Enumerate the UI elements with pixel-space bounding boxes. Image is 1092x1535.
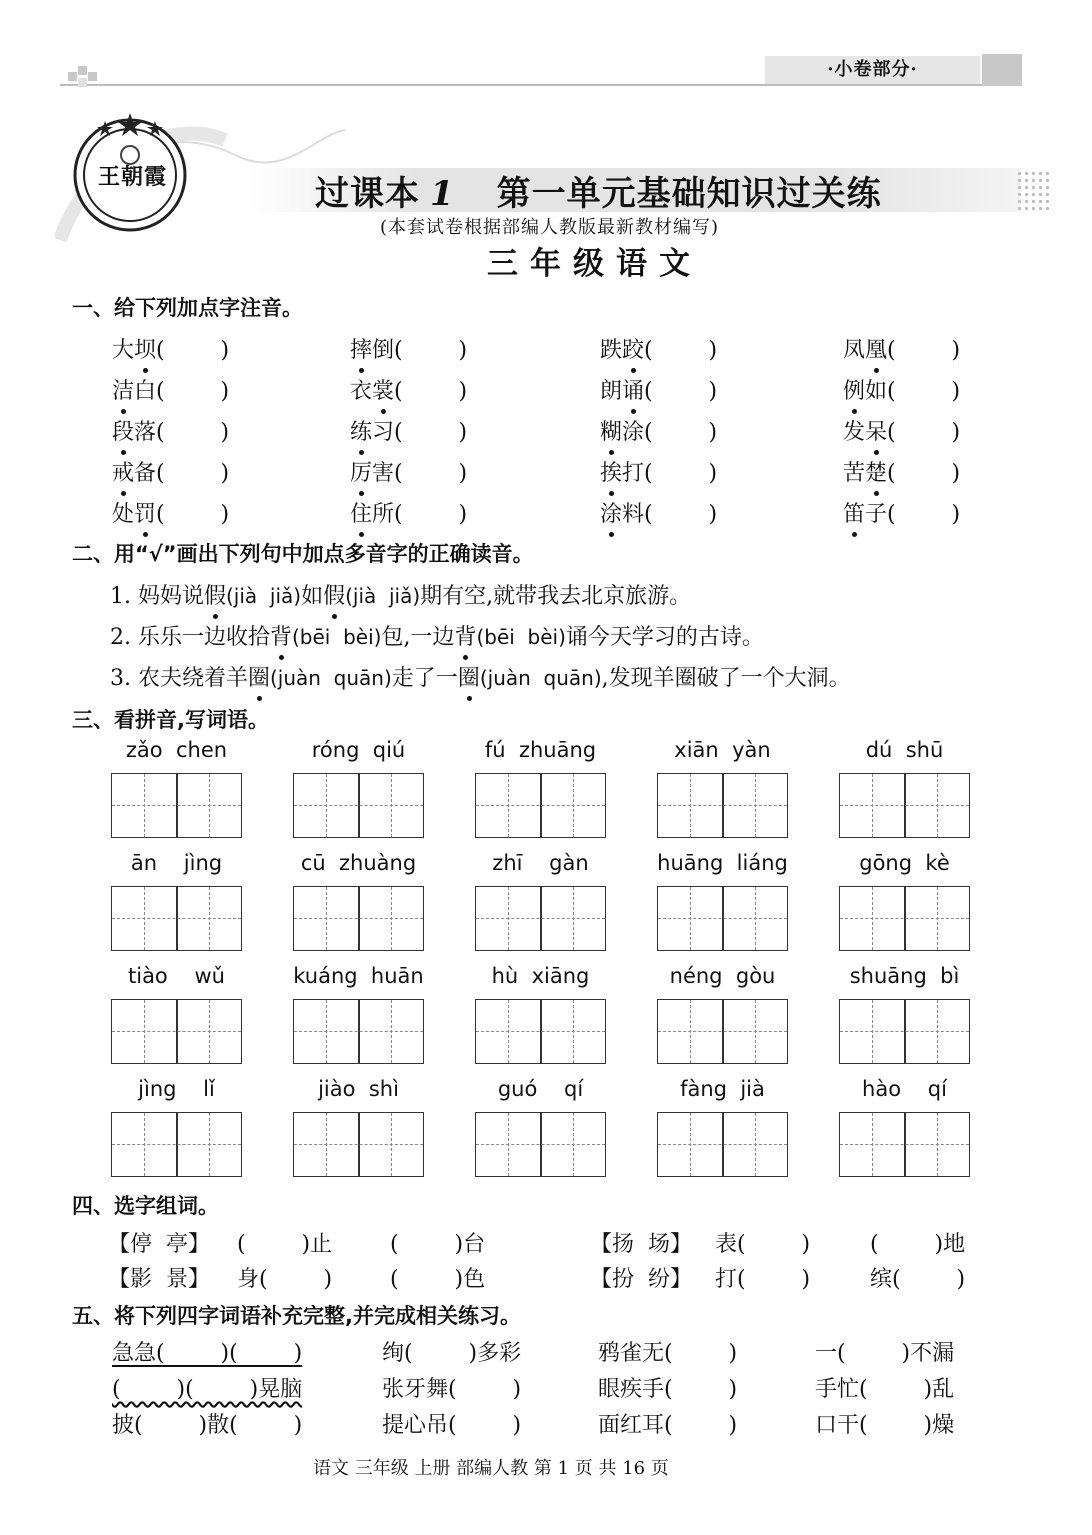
annotate-item: [112, 456, 229, 487]
sentence-text: 3. 农夫绕着羊: [110, 666, 248, 691]
writing-grid[interactable]: [839, 773, 970, 838]
answer-paren[interactable]: ( ): [394, 420, 468, 445]
word-char: 练: [350, 420, 373, 445]
grid-guide: [294, 1144, 423, 1145]
pinyin-label: huāng liáng: [657, 851, 788, 875]
sentence-line: [110, 620, 764, 651]
grid-guide: [112, 1144, 241, 1145]
annotate-item: [350, 374, 467, 405]
writing-grid[interactable]: [293, 886, 424, 951]
pinyin-label: guó qí: [497, 1077, 584, 1101]
grid-guide: [476, 1144, 605, 1145]
word-char: 习: [372, 420, 395, 445]
page-footer: 语文 三年级 上册 部编人教 第 1 页 共 16 页: [313, 1458, 669, 1479]
answer-paren[interactable]: ( ): [644, 420, 718, 445]
word-char: 发: [843, 420, 866, 445]
pinyin-label: cū zhuàng: [300, 851, 417, 875]
annotate-item: [600, 374, 717, 405]
word-char: 段: [112, 420, 135, 445]
pinyin-label: kuáng huān: [293, 964, 424, 988]
dotted-char: 背: [269, 625, 292, 650]
answer-paren[interactable]: ( ): [887, 461, 961, 486]
annotate-item: [350, 497, 467, 528]
idiom-blank[interactable]: 张牙舞( ): [382, 1377, 522, 1402]
word-char: 处: [112, 502, 135, 527]
annotate-item: [843, 497, 960, 528]
annotate-item: [350, 456, 467, 487]
pinyin-label: gōng kè: [859, 851, 950, 875]
grid-guide: [840, 1144, 969, 1145]
annotate-item: [600, 497, 717, 528]
annotate-item: [112, 497, 229, 528]
reading-options[interactable]: (juàn quān): [270, 666, 392, 690]
word-char: 糊: [600, 420, 623, 445]
logo-text: 王朝霞: [98, 164, 168, 190]
word-char: 诵: [622, 379, 645, 404]
idiom-blank[interactable]: 眼疾手( ): [598, 1377, 738, 1402]
answer-paren[interactable]: ( ): [887, 379, 961, 404]
grid-guide: [840, 805, 969, 806]
sentence-text: 诵今天学习的古诗。: [565, 625, 764, 650]
grid-guide: [112, 918, 241, 919]
word-blank[interactable]: 打( ): [715, 1267, 811, 1292]
grade-title: 三年级语文: [487, 246, 702, 282]
answer-paren[interactable]: ( ): [156, 461, 230, 486]
dotted-char: 圈: [247, 666, 270, 691]
word-blank[interactable]: 表( ): [715, 1232, 811, 1257]
reading-options[interactable]: (juàn quān): [479, 666, 602, 690]
word-char: 住: [350, 502, 373, 527]
word-char: 凰: [865, 338, 888, 363]
writing-grid[interactable]: [293, 1112, 424, 1177]
dotted-char: 背: [454, 625, 477, 650]
answer-paren[interactable]: ( ): [156, 502, 230, 527]
annotate-item: [112, 415, 229, 446]
pinyin-label: fàng jià: [680, 1077, 765, 1101]
answer-paren[interactable]: ( ): [394, 338, 468, 363]
answer-paren[interactable]: ( ): [394, 379, 468, 404]
answer-paren[interactable]: ( ): [394, 461, 468, 486]
pinyin-label: dú shū: [865, 738, 944, 762]
word-char: 苦: [843, 461, 866, 486]
answer-paren[interactable]: ( ): [644, 461, 718, 486]
word-char: 如: [865, 379, 888, 404]
word-char: 子: [865, 502, 888, 527]
grid-guide: [840, 918, 969, 919]
word-char: 朗: [600, 379, 623, 404]
idiom-blank[interactable]: 提心吊( ): [382, 1413, 522, 1438]
idiom-blank[interactable]: 手忙( )乱: [815, 1377, 955, 1402]
idiom-blank[interactable]: 一( )不漏: [815, 1341, 955, 1366]
word-char: 打: [622, 461, 645, 486]
writing-grid[interactable]: [111, 773, 242, 838]
annotate-item: [350, 333, 467, 364]
annotate-item: [112, 374, 229, 405]
grid-guide: [476, 918, 605, 919]
grid-guide: [294, 1031, 423, 1032]
writing-grid[interactable]: [475, 999, 606, 1064]
word-char: 例: [843, 379, 866, 404]
word-blank[interactable]: ( )止: [237, 1232, 333, 1257]
annotate-item: [843, 374, 960, 405]
word-blank[interactable]: ( )地: [870, 1232, 966, 1257]
section2-heading: 二、用“√”画出下列句中加点多音字的正确读音。: [72, 542, 534, 566]
sentence-text: 1. 妈妈说: [110, 584, 204, 609]
sentence-text: 走了一: [391, 666, 458, 691]
sentence-text: ,发现羊圈破了一个大洞。: [601, 666, 851, 691]
reading-options[interactable]: (bēi bèi): [476, 625, 566, 649]
grid-guide: [840, 1031, 969, 1032]
annotate-item: [843, 415, 960, 446]
word-char: 大: [112, 338, 135, 363]
grid-guide: [658, 1031, 787, 1032]
writing-grid[interactable]: [475, 1112, 606, 1177]
pinyin-label: róng qiú: [311, 738, 406, 762]
idiom-blank[interactable]: 面红耳( ): [598, 1413, 738, 1438]
pinyin-label: xiān yàn: [674, 738, 771, 762]
word-char: 落: [134, 420, 157, 445]
writing-grid[interactable]: [111, 1112, 242, 1177]
writing-grid[interactable]: [111, 886, 242, 951]
sentence-line: [110, 579, 691, 610]
word-char: 裳: [372, 379, 395, 404]
word-blank[interactable]: 缤( ): [870, 1267, 966, 1292]
title-main: 过课本: [315, 174, 420, 214]
word-char: 楚: [865, 461, 888, 486]
writing-grid[interactable]: [475, 773, 606, 838]
word-char: 戒: [112, 461, 135, 486]
section-tag: ·小卷部分·: [765, 56, 980, 84]
word-char: 呆: [865, 420, 888, 445]
grid-guide: [294, 805, 423, 806]
answer-paren[interactable]: ( ): [887, 338, 961, 363]
answer-paren[interactable]: ( ): [156, 379, 230, 404]
section1-heading: 一、给下列加点字注音。: [72, 296, 303, 320]
annotate-item: [600, 456, 717, 487]
word-char: 所: [372, 502, 395, 527]
idiom-blank[interactable]: 披( )散( ): [112, 1413, 303, 1438]
writing-grid[interactable]: [657, 1112, 788, 1177]
word-char: 跤: [622, 338, 645, 363]
sentence-text: 包,一边: [381, 625, 455, 650]
writing-grid[interactable]: [657, 886, 788, 951]
answer-paren[interactable]: ( ): [156, 420, 230, 445]
header-rule: [60, 84, 1020, 86]
pinyin-label: ān jìng: [130, 851, 223, 875]
writing-grid[interactable]: [839, 999, 970, 1064]
answer-paren[interactable]: ( ): [644, 338, 718, 363]
word-char: 衣: [350, 379, 373, 404]
pinyin-label: hào qí: [862, 1077, 947, 1101]
grid-guide: [112, 1031, 241, 1032]
word-char: 料: [622, 502, 645, 527]
word-char: 害: [372, 461, 395, 486]
annotate-item: [600, 415, 717, 446]
char-choice: 【扬 场】: [590, 1232, 692, 1257]
word-blank[interactable]: ( )色: [390, 1267, 486, 1292]
sentence-text: 期有空,就带我去北京旅游。: [420, 584, 692, 609]
grid-guide: [476, 805, 605, 806]
pinyin-label: zhī gàn: [492, 851, 589, 875]
writing-grid[interactable]: [657, 999, 788, 1064]
section4-heading: 四、选字组词。: [72, 1194, 219, 1218]
title-number: 1: [430, 174, 455, 214]
reading-options[interactable]: (bēi bèi): [292, 625, 382, 649]
page-title: [315, 166, 882, 215]
word-char: 倒: [372, 338, 395, 363]
word-char: 罚: [134, 502, 157, 527]
word-char: 厉: [350, 461, 373, 486]
title-pattern: [1016, 170, 1052, 210]
word-char: 笛: [843, 502, 866, 527]
annotate-item: [843, 456, 960, 487]
grid-guide: [112, 805, 241, 806]
writing-grid[interactable]: [293, 999, 424, 1064]
answer-paren[interactable]: ( ): [887, 502, 961, 527]
answer-paren[interactable]: ( ): [887, 420, 961, 445]
pinyin-label: zǎo chen: [125, 738, 228, 762]
dotted-char: 圈: [457, 666, 480, 691]
writing-grid[interactable]: [839, 886, 970, 951]
idiom-blank[interactable]: 急急( )( ): [112, 1341, 303, 1366]
annotate-item: [600, 333, 717, 364]
pinyin-label: jiào shì: [318, 1077, 399, 1101]
title-unit: 第一单元基础知识过关练: [496, 174, 882, 214]
annotate-item: [112, 333, 229, 364]
writing-grid[interactable]: [657, 773, 788, 838]
word-char: 白: [134, 379, 157, 404]
pinyin-label: fú zhuāng: [484, 738, 597, 762]
section3-heading: 三、看拼音,写词语。: [72, 708, 269, 732]
char-choice: 【扮 纷】: [590, 1267, 692, 1292]
grid-guide: [658, 1144, 787, 1145]
sentence-line: [110, 661, 851, 692]
char-choice: 【影 景】: [108, 1267, 210, 1292]
writing-grid[interactable]: [839, 1112, 970, 1177]
word-char: 挨: [600, 461, 623, 486]
idiom-blank[interactable]: 绚( )多彩: [382, 1341, 522, 1366]
word-char: 备: [134, 461, 157, 486]
pinyin-label: tiào wǔ: [128, 964, 225, 988]
grid-guide: [658, 805, 787, 806]
writing-grid[interactable]: [475, 886, 606, 951]
title-note: (本套试卷根据部编人教版最新教材编写): [380, 217, 720, 238]
word-char: 坝: [134, 338, 157, 363]
answer-paren[interactable]: ( ): [644, 502, 718, 527]
word-char: 摔: [350, 338, 373, 363]
answer-paren[interactable]: ( ): [394, 502, 468, 527]
word-char: 洁: [112, 379, 135, 404]
section5-heading: 五、将下列四字词语补充完整,并完成相关练习。: [72, 1304, 521, 1328]
pinyin-label: néng gòu: [669, 964, 776, 988]
idiom-blank[interactable]: 口干( )燥: [815, 1413, 955, 1438]
reading-options[interactable]: (jià jiǎ): [345, 584, 421, 608]
sentence-text: 2. 乐乐一边收拾: [110, 625, 270, 650]
writing-grid[interactable]: [293, 773, 424, 838]
idiom-blank[interactable]: 鸦雀无( ): [598, 1341, 738, 1366]
word-char: 凤: [843, 338, 866, 363]
grid-guide: [658, 918, 787, 919]
annotate-item: [350, 415, 467, 446]
word-blank[interactable]: ( )台: [390, 1232, 486, 1257]
writing-grid[interactable]: [111, 999, 242, 1064]
reading-options[interactable]: (jià jiǎ): [226, 584, 302, 608]
idiom-blank[interactable]: ( )( )晃脑: [112, 1377, 303, 1402]
sentence-text: 如: [301, 584, 324, 609]
pinyin-label: shuāng bì: [849, 964, 960, 988]
word-char: 跌: [600, 338, 623, 363]
tag-end-block: [982, 54, 1022, 86]
answer-paren[interactable]: ( ): [644, 379, 718, 404]
annotate-item: [843, 333, 960, 364]
grid-guide: [476, 1031, 605, 1032]
word-char: 涂: [600, 502, 623, 527]
dotted-char: 假: [203, 584, 226, 609]
grid-guide: [294, 918, 423, 919]
dotted-char: 假: [323, 584, 346, 609]
answer-paren[interactable]: ( ): [156, 338, 230, 363]
pinyin-label: hù xiāng: [491, 964, 590, 988]
char-choice: 【停 亭】: [108, 1232, 210, 1257]
word-char: 涂: [622, 420, 645, 445]
word-blank[interactable]: 身( ): [237, 1267, 333, 1292]
pinyin-label: jìng lǐ: [138, 1077, 215, 1101]
